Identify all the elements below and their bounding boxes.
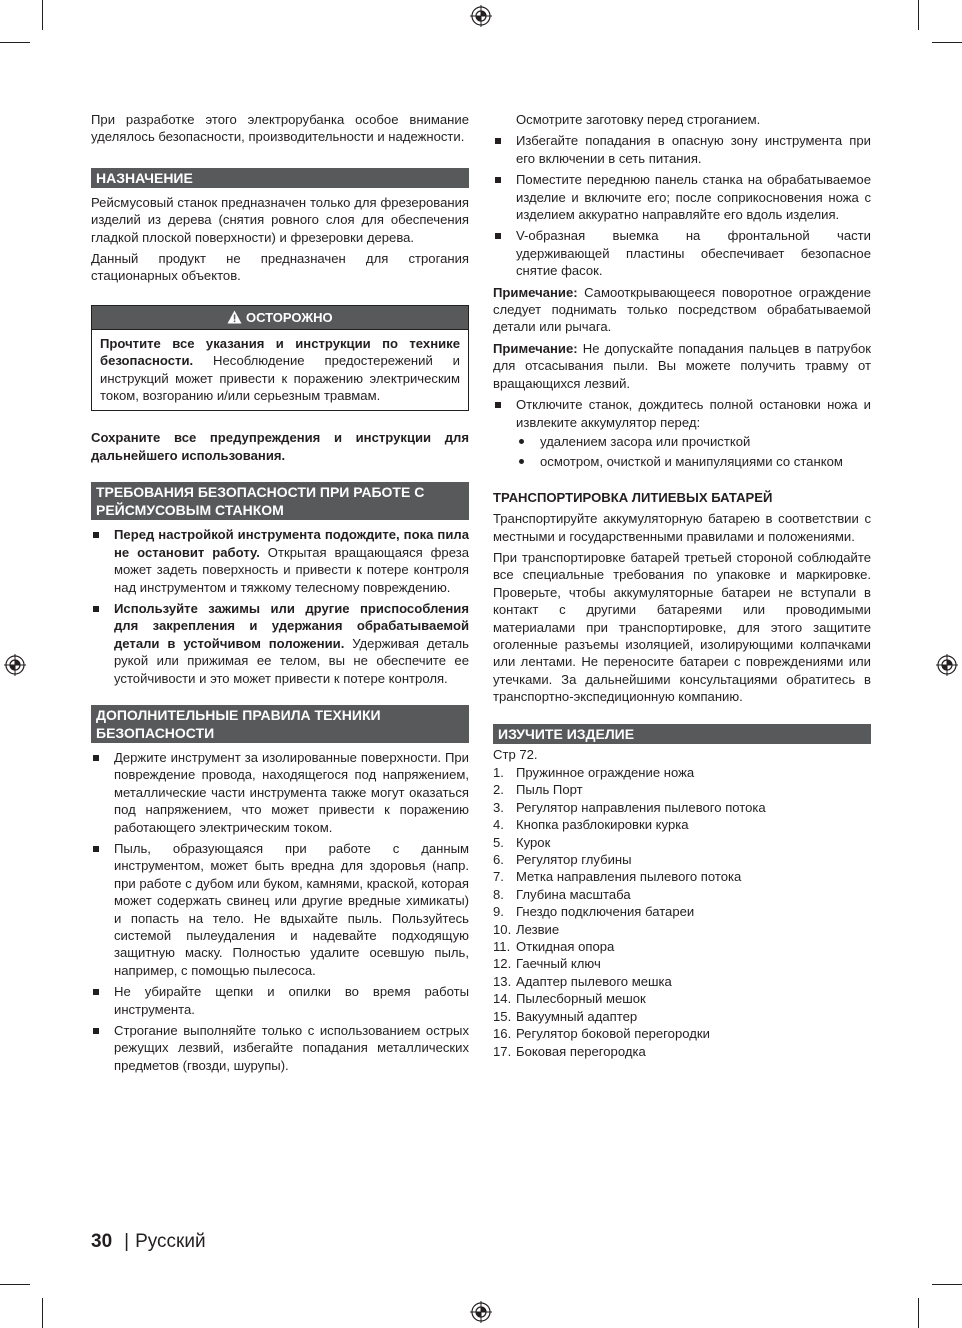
part-number: 15. — [493, 1008, 512, 1024]
transport-heading: ТРАНСПОРТИРОВКА ЛИТИЕВЫХ БАТАРЕЙ — [493, 489, 773, 505]
crop-mark — [42, 1298, 43, 1328]
part-number: 2. — [493, 782, 504, 798]
list-item: удалением засора или прочисткой — [493, 433, 871, 450]
stop-list — [493, 396, 871, 431]
parts-list-item — [493, 868, 871, 885]
part-label: Боковая перегородка — [516, 1043, 646, 1059]
parts-list-item — [493, 973, 871, 990]
transport-paragraph: Транспортируйте аккумуляторную батарею в соответствии с местными и государственными правилами и положениями. — [493, 511, 871, 544]
square-bullet-icon — [93, 846, 99, 852]
additional-heading: ДОПОЛНИТЕЛЬНЫЕ ПРАВИЛА ТЕХНИКИ БЕЗОПАСНОСТИ — [91, 705, 469, 743]
part-label: Пружинное ограждение ножа — [516, 765, 695, 780]
crop-mark — [918, 1298, 919, 1328]
part-number: 9. — [493, 904, 504, 920]
purpose-paragraph: Данный продукт не предназначен для строгания стационарных объектов. — [91, 251, 469, 284]
stop-sublist — [493, 433, 871, 471]
square-bullet-icon — [93, 606, 99, 612]
part-number: 10. — [493, 921, 512, 937]
crop-mark — [918, 0, 919, 30]
parts-list-item — [493, 834, 871, 851]
parts-list-item — [493, 938, 871, 955]
part-label: Гнездо подключения батареи — [516, 904, 695, 920]
list-item: Отключите станок, дождитесь полной остановки ножа и извлеките аккумулятор перед: — [493, 396, 871, 431]
note-paragraph: Примечание: Не допускайте попадания пальцев в патрубок для отсасывания пыли. Вы можете получить травму от вращающихся лезвий. — [493, 340, 871, 391]
part-number: 7. — [493, 869, 504, 885]
list-item: Держите инструмент за изолированные поверхности. При повреждение провода, находящегося под напряжением, металлические части инструмента также могут оказаться под напряжением, что может привести к поражению работающего электрическим током. — [91, 749, 469, 836]
list-item: V-образная выемка на фронтальной части удерживающей пластины обеспечивает безопасное снятие фасок. — [493, 227, 871, 279]
warning-triangle-icon — [227, 310, 242, 324]
square-bullet-icon — [93, 989, 99, 995]
page-number: 30 — [91, 1231, 113, 1252]
part-number: 5. — [493, 834, 504, 850]
list-item: Не убирайте щепки и опилки во время работы инструмента. — [91, 983, 469, 1018]
warning-text: Несоблюдение предостережений и инструкций может привести к поражению электрическим током, возгоранию и/или серьезным травмам. — [100, 353, 460, 404]
dot-bullet-icon — [519, 459, 524, 464]
right-safety-list — [493, 132, 871, 279]
part-label: Регулятор направления пылевого потока — [516, 799, 766, 815]
part-label: Кнопка разблокировки курка — [516, 817, 689, 833]
crop-mark — [0, 42, 30, 43]
part-label: Пылесборный мешок — [516, 991, 646, 1007]
save-note: Сохраните все предупреждения и инструкции для дальнейшего использования. — [91, 430, 469, 463]
safety-list — [91, 526, 469, 687]
warning-header — [92, 306, 468, 330]
square-bullet-icon — [93, 532, 99, 538]
part-number: 3. — [493, 799, 504, 815]
parts-list-item — [493, 1043, 871, 1060]
list-item: Используйте зажимы или другие приспособления для закрепления и удержания обрабатываемой детали в устойчивом положении. Удерживая деталь рукой или прижимая ее телом, вы не обеспечите ее устойчивости и это может привести к потере контроля. — [91, 600, 469, 687]
registration-mark-icon — [470, 1301, 492, 1323]
square-bullet-icon — [495, 138, 501, 144]
parts-list-item — [493, 764, 871, 781]
registration-mark-icon — [936, 654, 958, 676]
part-label: Глубина масштаба — [516, 886, 631, 902]
list-item: Пыль, образующаяся при работе с данным инструментом, может быть вредна для здоровья (напр. при работе с дубом или буком, камнями, краской, которая может содержать свинец или другие вредные химикаты) и попасть на тело. Не вдыхайте пыль. Пользуйтесь системой пылеудаления и надевайте подходящую защитную маску. Полностью удалите осевшую пыль, например, с помощью пылесоса. — [91, 840, 469, 979]
part-number: 11. — [493, 939, 511, 955]
square-bullet-icon — [495, 402, 501, 408]
warning-title: ОСТОРОЖНО — [246, 309, 333, 325]
list-item: Перед настройкой инструмента подождите, пока пила не остановит работу. Открытая вращающаяся фреза может задеть поверхность и привести к потере контроля над инструментом и тяжкому телесному повреждению. — [91, 526, 469, 596]
transport-paragraph: При транспортировке батарей третьей стороной соблюдайте все специальные требования по упаковке и маркировке. Проверьте, чтобы аккумуляторные батареи не вступали в контакт с другими батареями или проводимыми материалами при транспортировке, для этого защитите оголенные разъемы изоляцией, изолирующими колпачками или лентами. Не переносите батареи с повреждениями или утечками. За дальнейшими консультациями обратитесь в транспортно-экспедиционную компанию. — [493, 549, 871, 705]
part-number: 14. — [493, 991, 512, 1007]
parts-list-item — [493, 816, 871, 833]
crop-mark — [0, 1284, 30, 1285]
parts-list — [493, 764, 871, 1060]
registration-mark-icon — [4, 654, 26, 676]
warning-bold-text: Прочтите все указания и инструкции по технике безопасности. — [100, 335, 460, 369]
registration-mark-icon — [470, 5, 492, 27]
note-paragraph: Примечание: Самооткрывающееся поворотное ограждение следует поднимать только посредством обрабатываемой детали или рычага. — [493, 284, 871, 335]
footer-separator: | — [124, 1231, 130, 1252]
part-label: Откидная опора — [516, 939, 615, 955]
safety-heading: ТРЕБОВАНИЯ БЕЗОПАСНОСТИ ПРИ РАБОТЕ С РЕЙСМУСОВЫМ СТАНКОМ — [91, 482, 469, 520]
parts-list-item — [493, 886, 871, 903]
list-item: осмотром, очисткой и манипуляциями со станком — [493, 453, 871, 470]
product-heading: ИЗУЧИТЕ ИЗДЕЛИЕ — [493, 724, 871, 744]
part-number: 13. — [493, 973, 512, 989]
part-label: Пыль Порт — [516, 782, 583, 798]
list-item: Строгание выполняйте только с использованием острых режущих лезвий, избегайте попадания металлических предметов (гвозди, шурупы). — [91, 1022, 469, 1074]
part-number: 1. — [493, 765, 504, 780]
parts-list-item — [493, 955, 871, 972]
crop-mark — [932, 1284, 962, 1285]
warning-body — [92, 330, 468, 411]
square-bullet-icon — [93, 755, 99, 761]
right-column — [493, 111, 871, 1060]
intro-paragraph: При разработке этого электрорубанка особое внимание уделялось безопасности, производительности и надежности. — [91, 112, 469, 145]
list-item: Поместите переднюю панель станка на обрабатываемое изделие и включите его; после соприкосновения ножа с изделием аккуратно направляйте его вдоль изделия. — [493, 171, 871, 223]
part-number: 17. — [493, 1043, 512, 1059]
warning-box — [91, 305, 469, 412]
left-column — [91, 111, 469, 1078]
parts-list-item — [493, 781, 871, 798]
part-number: 16. — [493, 1026, 512, 1042]
part-label: Регулятор глубины — [516, 852, 632, 868]
part-label: Гаечный ключ — [516, 956, 601, 972]
square-bullet-icon — [495, 177, 501, 183]
part-number: 6. — [493, 852, 504, 868]
dot-bullet-icon — [519, 439, 524, 444]
parts-list-item — [493, 903, 871, 920]
part-label: Вакуумный адаптер — [516, 1008, 638, 1024]
additional-list — [91, 749, 469, 1074]
square-bullet-icon — [495, 233, 501, 239]
part-label: Адаптер пылевого мешка — [516, 973, 672, 989]
square-bullet-icon — [93, 1028, 99, 1034]
parts-list-item — [493, 921, 871, 938]
purpose-paragraph: Рейсмусовый станок предназначен только для фрезерования изделий из дерева (снятия ровного слоя для обеспечения гладкой плоской поверхности) и фрезеровки дерева. — [91, 194, 469, 245]
crop-mark — [42, 0, 43, 30]
part-number: 12. — [493, 956, 512, 972]
parts-list-item — [493, 990, 871, 1007]
part-number: 4. — [493, 817, 504, 833]
crop-mark — [932, 42, 962, 43]
parts-list-item — [493, 851, 871, 868]
part-label: Метка направления пылевого потока — [516, 869, 742, 885]
footer-language: Русский — [135, 1231, 206, 1252]
part-number: 8. — [493, 886, 504, 902]
continued-text: Осмотрите заготовку перед строганием. — [516, 112, 761, 127]
parts-list-item — [493, 799, 871, 816]
part-label: Лезвие — [516, 921, 560, 937]
page-footer — [91, 1230, 206, 1254]
page-reference: Стр 72. — [493, 746, 538, 762]
purpose-heading: НАЗНАЧЕНИЕ — [91, 168, 469, 188]
parts-list-item — [493, 1008, 871, 1025]
part-label: Регулятор боковой перегородки — [516, 1026, 710, 1042]
parts-list-item — [493, 1025, 871, 1042]
part-label: Курок — [516, 834, 551, 850]
list-item: Избегайте попадания в опасную зону инструмента при его включении в сеть питания. — [493, 132, 871, 167]
